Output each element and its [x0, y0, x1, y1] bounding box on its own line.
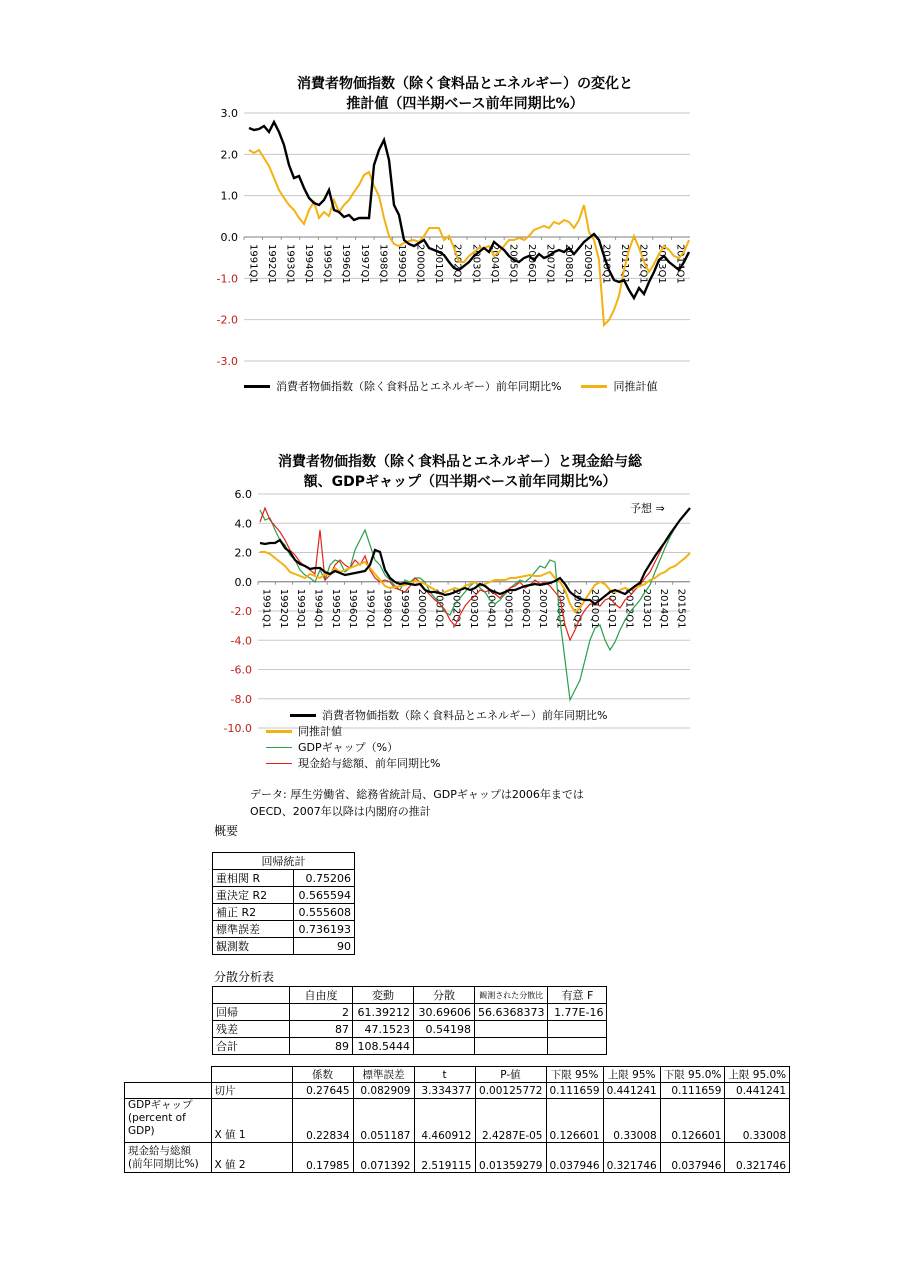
x-tick-label: 2001Q1 — [433, 244, 445, 284]
anova-table — [212, 986, 607, 1055]
y-tick-label: 2.0 — [220, 148, 238, 162]
coef-cell: 0.00125772 — [475, 1083, 546, 1099]
coef-cell: 0.126601 — [660, 1099, 725, 1143]
table-row — [213, 1004, 607, 1021]
table-row — [213, 938, 355, 955]
chart2-title-line1: 消費者物価指数（除く食料品とエネルギー）と現金給与総 — [278, 454, 642, 470]
x-tick-label: 1996Q1 — [340, 244, 352, 284]
x-tick-label: 2006Q1 — [526, 244, 538, 284]
x-tick-label: 2011Q1 — [618, 244, 630, 284]
x-tick-label: 1999Q1 — [398, 588, 410, 629]
regression-stats-table — [212, 852, 355, 955]
coef-cell: 0.441241 — [725, 1083, 790, 1099]
x-tick-label: 2014Q1 — [674, 244, 686, 284]
chart1-legend-cpi: 消費者物価指数（除く食料品とエネルギー）前年同期比% — [276, 380, 562, 393]
coef-header: 上限 95% — [603, 1067, 660, 1083]
legend-swatch-estimate — [581, 385, 607, 388]
chart2-plot — [200, 488, 700, 738]
anova-cell: 87 — [290, 1021, 353, 1038]
table-row — [213, 921, 355, 938]
anova-cell: 108.5444 — [353, 1038, 414, 1055]
coef-cell: 3.334377 — [414, 1083, 475, 1099]
coef-cell: 0.126601 — [546, 1099, 603, 1143]
x-tick-label: 1998Q1 — [377, 244, 389, 284]
y-tick-label: 6.0 — [234, 488, 252, 501]
x-tick-label: 2012Q1 — [637, 244, 649, 284]
x-tick-label: 1998Q1 — [381, 588, 393, 629]
coef-desc — [125, 1083, 212, 1099]
stat-label: 標準誤差 — [213, 921, 294, 938]
x-tick-label: 1993Q1 — [295, 588, 307, 629]
x-tick-label: 2003Q1 — [470, 244, 482, 284]
y-tick-label: -8.0 — [230, 692, 252, 706]
x-tick-label: 1996Q1 — [347, 588, 359, 629]
x-tick-label: 2008Q1 — [554, 588, 566, 629]
chart1-legend — [244, 378, 657, 394]
x-tick-label: 1991Q1 — [247, 244, 259, 284]
y-tick-label: -1.0 — [216, 272, 238, 286]
x-tick-label: 2002Q1 — [450, 588, 462, 629]
table-row — [213, 870, 355, 887]
table-row — [125, 1143, 790, 1173]
chart2-forecast-label: 予想 ⇒ — [630, 502, 665, 515]
coef-label: 切片 — [211, 1083, 292, 1099]
table-row — [125, 1083, 790, 1099]
anova-header: 有意 F — [548, 987, 607, 1004]
stat-label: 重相関 R — [213, 870, 294, 887]
coef-cell: 2.4287E-05 — [475, 1099, 546, 1143]
stat-value: 0.736193 — [294, 921, 355, 938]
x-tick-label: 2007Q1 — [537, 588, 549, 629]
coef-desc: GDPギャップ (percent of GDP) — [125, 1099, 212, 1143]
x-tick-label: 2000Q1 — [414, 244, 426, 284]
coef-cell: 0.082909 — [353, 1083, 414, 1099]
y-tick-label: 2.0 — [234, 546, 252, 560]
data-source-note — [250, 786, 584, 820]
table-row — [213, 1038, 607, 1055]
coef-header: 係数 — [292, 1067, 353, 1083]
x-tick-label: 2007Q1 — [544, 244, 556, 284]
x-tick-label: 2013Q1 — [656, 244, 668, 284]
chart2-legend-estimate: 同推計値 — [298, 725, 342, 738]
regression-header: 回帰統計 — [213, 853, 355, 870]
coef-header: t — [414, 1067, 475, 1083]
x-tick-label: 2012Q1 — [623, 588, 635, 629]
anova-cell — [475, 1038, 548, 1055]
x-tick-label: 2000Q1 — [416, 588, 428, 629]
anova-header — [213, 987, 290, 1004]
coef-label: X 値 1 — [211, 1099, 292, 1143]
y-tick-label: 1.0 — [220, 189, 238, 203]
summary-label: 概要 — [214, 824, 239, 838]
anova-cell: 合計 — [213, 1038, 290, 1055]
coef-cell: 0.33008 — [725, 1099, 790, 1143]
x-tick-label: 1992Q1 — [265, 244, 277, 284]
y-tick-label: 0.0 — [220, 231, 238, 244]
x-tick-label: 2015Q1 — [675, 588, 687, 629]
coef-header: 下限 95.0% — [660, 1067, 725, 1083]
x-tick-label: 2010Q1 — [600, 244, 612, 284]
coef-cell: 0.321746 — [603, 1143, 660, 1173]
y-tick-label: 4.0 — [234, 517, 252, 531]
x-tick-label: 2006Q1 — [519, 588, 531, 629]
stat-label: 補正 R2 — [213, 904, 294, 921]
y-tick-label: -3.0 — [216, 355, 238, 368]
x-tick-label: 2014Q1 — [658, 588, 670, 629]
x-tick-label: 1993Q1 — [284, 244, 296, 284]
x-tick-label: 1994Q1 — [312, 588, 324, 629]
x-tick-label: 1995Q1 — [329, 588, 341, 629]
y-tick-label: -2.0 — [230, 605, 252, 618]
stat-label: 重決定 R2 — [213, 887, 294, 904]
table-row — [213, 904, 355, 921]
coef-cell: 0.111659 — [546, 1083, 603, 1099]
coef-cell: 0.27645 — [292, 1083, 353, 1099]
anova-cell — [414, 1038, 475, 1055]
x-tick-label: 2005Q1 — [507, 243, 519, 284]
x-tick-label: 1995Q1 — [321, 244, 333, 284]
x-tick-label: 2009Q1 — [571, 588, 583, 629]
anova-header: 観測された分散比 — [475, 987, 548, 1004]
chart2-title — [225, 452, 695, 492]
table-row — [213, 1021, 607, 1038]
anova-cell: 47.1523 — [353, 1021, 414, 1038]
x-tick-label: 2002Q1 — [451, 244, 463, 284]
x-tick-label: 1994Q1 — [303, 244, 315, 284]
anova-cell: 61.39212 — [353, 1004, 414, 1021]
y-tick-label: -6.0 — [230, 663, 252, 677]
coef-cell: 0.22834 — [292, 1099, 353, 1143]
anova-label: 分散分析表 — [214, 970, 275, 984]
y-tick-label: -4.0 — [230, 634, 252, 648]
anova-cell: 30.69606 — [414, 1004, 475, 1021]
table-row — [125, 1099, 790, 1143]
coef-label: X 値 2 — [211, 1143, 292, 1173]
anova-cell: 56.6368373 — [475, 1004, 548, 1021]
chart1-plot — [200, 108, 700, 373]
x-tick-label: 1999Q1 — [395, 244, 407, 284]
stat-value: 0.565594 — [294, 887, 355, 904]
coef-cell: 0.051187 — [353, 1099, 414, 1143]
legend-swatch-gdp-gap — [266, 747, 292, 748]
chart2-legend — [290, 707, 607, 771]
legend-swatch-estimate — [266, 730, 292, 733]
stat-value: 0.555608 — [294, 904, 355, 921]
coef-cell: 0.01359279 — [475, 1143, 546, 1173]
anova-cell — [548, 1021, 607, 1038]
chart2-legend-gdp-gap: GDPギャップ（%） — [298, 741, 399, 754]
anova-cell: 89 — [290, 1038, 353, 1055]
coef-cell: 0.037946 — [546, 1143, 603, 1173]
coef-header: 上限 95.0% — [725, 1067, 790, 1083]
anova-header: 分散 — [414, 987, 475, 1004]
anova-header: 変動 — [353, 987, 414, 1004]
coef-cell: 0.33008 — [603, 1099, 660, 1143]
x-tick-label: 2009Q1 — [581, 244, 593, 284]
coef-header: 標準誤差 — [353, 1067, 414, 1083]
coef-cell: 2.519115 — [414, 1143, 475, 1173]
anova-cell: 1.77E-16 — [548, 1004, 607, 1021]
x-tick-label: 2004Q1 — [485, 588, 497, 629]
coef-desc: 現金給与総額 (前年同期比%) — [125, 1143, 212, 1173]
anova-cell — [548, 1038, 607, 1055]
coef-cell: 0.17985 — [292, 1143, 353, 1173]
note-line1: データ: 厚生労働省、総務省統計局、GDPギャップは2006年までは — [250, 788, 584, 801]
y-tick-label: 3.0 — [220, 108, 238, 120]
coef-header: P-値 — [475, 1067, 546, 1083]
x-tick-label: 2005Q1 — [502, 588, 514, 629]
legend-swatch-cpi — [244, 385, 270, 388]
x-tick-label: 1997Q1 — [364, 588, 376, 629]
anova-cell: 0.54198 — [414, 1021, 475, 1038]
stat-label: 観測数 — [213, 938, 294, 955]
note-line2: OECD、2007年以降は内閣府の推計 — [250, 805, 431, 818]
legend-swatch-cpi — [290, 714, 316, 717]
anova-cell: 回帰 — [213, 1004, 290, 1021]
y-tick-label: -10.0 — [223, 722, 252, 735]
y-tick-label: -2.0 — [216, 313, 238, 327]
x-tick-label: 2013Q1 — [640, 588, 652, 629]
coef-cell: 0.321746 — [725, 1143, 790, 1173]
coef-cell: 0.441241 — [603, 1083, 660, 1099]
chart1-legend-estimate: 同推計値 — [613, 380, 658, 393]
x-tick-label: 1997Q1 — [358, 244, 370, 284]
anova-cell: 2 — [290, 1004, 353, 1021]
x-tick-label: 1991Q1 — [260, 588, 272, 629]
x-tick-label: 2003Q1 — [468, 588, 479, 629]
coef-header: 下限 95% — [546, 1067, 603, 1083]
chart1-title-line1: 消費者物価指数（除く食料品とエネルギー）の変化と — [297, 76, 633, 92]
x-tick-label: 2011Q1 — [606, 588, 618, 629]
chart1-title-line2: 推計値（四半期ベース前年同期比%） — [346, 96, 584, 112]
stat-value: 0.75206 — [294, 870, 355, 887]
x-tick-label: 1992Q1 — [277, 588, 289, 629]
x-tick-label: 2004Q1 — [488, 244, 500, 284]
legend-swatch-wage — [266, 763, 292, 764]
coef-cell: 0.037946 — [660, 1143, 725, 1173]
coef-cell: 0.071392 — [353, 1143, 414, 1173]
x-tick-label: 2010Q1 — [588, 588, 600, 629]
table-row — [213, 887, 355, 904]
anova-header: 自由度 — [290, 987, 353, 1004]
coef-cell: 4.460912 — [414, 1099, 475, 1143]
coef-cell: 0.111659 — [660, 1083, 725, 1099]
x-tick-label: 2001Q1 — [433, 588, 445, 629]
x-tick-label: 2008Q1 — [563, 244, 575, 284]
chart2-legend-wage: 現金給与総額、前年同期比% — [298, 757, 441, 770]
y-tick-label: 0.0 — [234, 575, 252, 589]
coefficients-table — [124, 1066, 790, 1173]
anova-cell — [475, 1021, 548, 1038]
chart2-title-line2: 額、GDPギャップ（四半期ベース前年同期比%） — [303, 474, 617, 490]
anova-cell: 残差 — [213, 1021, 290, 1038]
stat-value: 90 — [294, 938, 355, 955]
chart2-legend-cpi: 消費者物価指数（除く食料品とエネルギー）前年同期比% — [322, 709, 608, 722]
